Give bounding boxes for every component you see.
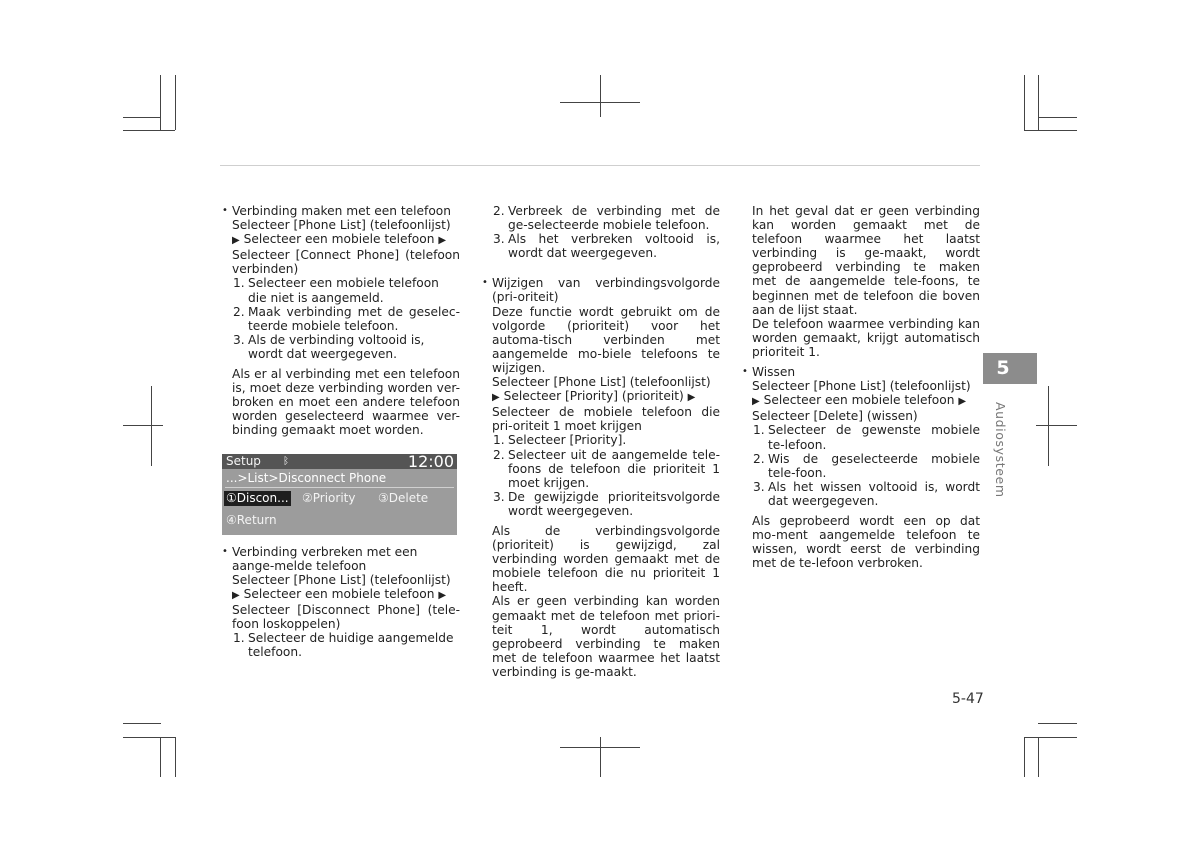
screen-setup-label: Setup [226, 453, 261, 468]
step-line: Selecteer [Phone List] (telefoonlijst) [232, 572, 451, 587]
chapter-title: Audiosysteem [993, 402, 1008, 498]
paragraph: In het geval dat er geen verbinding kan worden gemaakt met de telefoon waarmee het laatst verbinding is ge-maakt, wordt geprobeerd verbinding te maken met de aangemelde tele-foons, te beginnen met de telefoon die boven aan de lijst staat. [752, 204, 980, 317]
screen-option-return[interactable]: ④Return [226, 512, 277, 527]
step-line: ▶ Selecteer een mobiele telefoon ▶ [232, 586, 447, 601]
bullet-priority-title: • Wijzigen van verbindingsvolgorde (pri-oriteit) [482, 276, 720, 304]
step-line: Selecteer [Connect Phone] (telefoon verbinden) [232, 248, 460, 277]
list-item: 3. Als het verbreken voltooid is, wordt dat weergegeven. [493, 232, 720, 261]
step-line: Selecteer [Disconnect Phone] (tele-foon loskoppelen) [232, 602, 460, 631]
step-line: Selecteer [Delete] (wissen) [752, 409, 918, 424]
phone-disconnect-screen [222, 451, 457, 535]
arrow-right-icon: ▶ [232, 235, 240, 247]
bluetooth-icon: ᛒ [283, 455, 289, 467]
list-item: 2. Wis de geselecteerde mobiele tele-foon. [753, 451, 980, 480]
note-text: Als geprobeerd wordt een op dat mo-ment aangemelde telefoon te wissen, wordt eerst de verbinding met de te-lefoon verbroken. [752, 513, 980, 571]
list-item: 1. Selecteer [Priority]. [493, 433, 627, 448]
column-3 [742, 204, 980, 570]
arrow-right-icon: ▶ [492, 392, 500, 404]
list-item: 2. Selecteer uit de aangemelde tele-foons de telefoon die prioriteit 1 moet krijgen. [493, 447, 720, 490]
column-1 [222, 204, 460, 659]
screen-option-priority[interactable]: ②Priority [302, 490, 356, 505]
screen-option-disconnect[interactable]: ①Discon... [226, 490, 289, 505]
step-line: Selecteer de mobiele telefoon die pri-oriteit 1 moet krijgen [492, 405, 720, 434]
step-line: ▶ Selecteer een mobiele telefoon ▶ [752, 393, 967, 408]
step-line: ▶ Selecteer een mobiele telefoon ▶ [232, 232, 447, 247]
arrow-right-icon: ▶ [752, 396, 760, 408]
paragraph: Deze functie wordt gebruikt om de volgorde (prioriteit) voor het automa-tisch verbinden met aangemelde mo-biele telefoons te wijzigen. [492, 304, 720, 375]
header-rule [220, 165, 980, 166]
list-item: 1. Selecteer de gewenste mobiele te-lefoon. [753, 423, 980, 452]
list-item: 3. Als het wissen voltooid is, wordt dat weergegeven. [753, 479, 980, 508]
step-line: Selecteer [Phone List] (telefoonlijst) [752, 379, 971, 394]
note-text: Als de verbindingsvolgorde (prioriteit) is gewijzigd, zal verbinding worden gemaakt met de mobiele telefoon die nu prioriteit 1 heeft. [492, 523, 720, 595]
list-item: 1. Selecteer de huidige aangemelde telefoon. [233, 631, 454, 660]
screen-option-delete[interactable]: ③Delete [378, 490, 429, 505]
page-number: 5-47 [952, 691, 984, 707]
bullet-connect-title: • Verbinding maken met een telefoon [222, 204, 460, 218]
list-item: 2. Verbreek de verbinding met de ge-selecteerde mobiele telefoon. [493, 204, 720, 233]
step-line: Selecteer [Phone List] (telefoonlijst) [232, 218, 451, 233]
arrow-right-icon: ▶ [438, 235, 447, 247]
bullet-delete-title: • Wissen [742, 365, 980, 379]
column-2 [482, 204, 720, 679]
screen-breadcrumb: ...>List>Disconnect Phone [226, 470, 387, 485]
note-text: Als er geen verbinding kan worden gemaakt met de telefoon met priori-teit 1, wordt automatisch geprobeerd verbinding te maken met de telefoon waarmee het laatst verbinding is ge-maakt. [492, 594, 720, 679]
list-item: 3. De gewijzigde prioriteitsvolgorde wordt weergegeven. [493, 489, 720, 518]
bullet-disconnect-title: • Verbinding verbreken met een aange-melde telefoon [222, 545, 460, 573]
list-item: 1. Selecteer een mobiele telefoon die niet is aangemeld. [233, 276, 439, 305]
arrow-right-icon: ▶ [687, 392, 696, 404]
step-line: ▶ Selecteer [Priority] (prioriteit) ▶ [492, 389, 696, 404]
arrow-right-icon: ▶ [438, 589, 447, 601]
paragraph: De telefoon waarmee verbinding kan worden gemaakt, krijgt automatisch prioriteit 1. [752, 316, 980, 359]
step-line: Selecteer [Phone List] (telefoonlijst) [492, 375, 711, 390]
arrow-right-icon: ▶ [232, 589, 240, 601]
chapter-number: 5 [996, 357, 1010, 379]
screen-divider [225, 487, 454, 488]
list-item: 2. Maak verbinding met de geselec-teerde mobiele telefoon. [233, 304, 460, 333]
list-item: 3. Als de verbinding voltooid is, wordt dat weergegeven. [233, 332, 425, 361]
screen-clock: 12:00 [407, 451, 454, 471]
arrow-right-icon: ▶ [958, 396, 967, 408]
chapter-tab [983, 353, 1037, 384]
note-text: Als er al verbinding met een telefoon is, moet deze verbinding worden ver-broken en moet een andere telefoon worden geselecteerd waarmee ver-binding gemaakt moet worden. [232, 367, 460, 438]
